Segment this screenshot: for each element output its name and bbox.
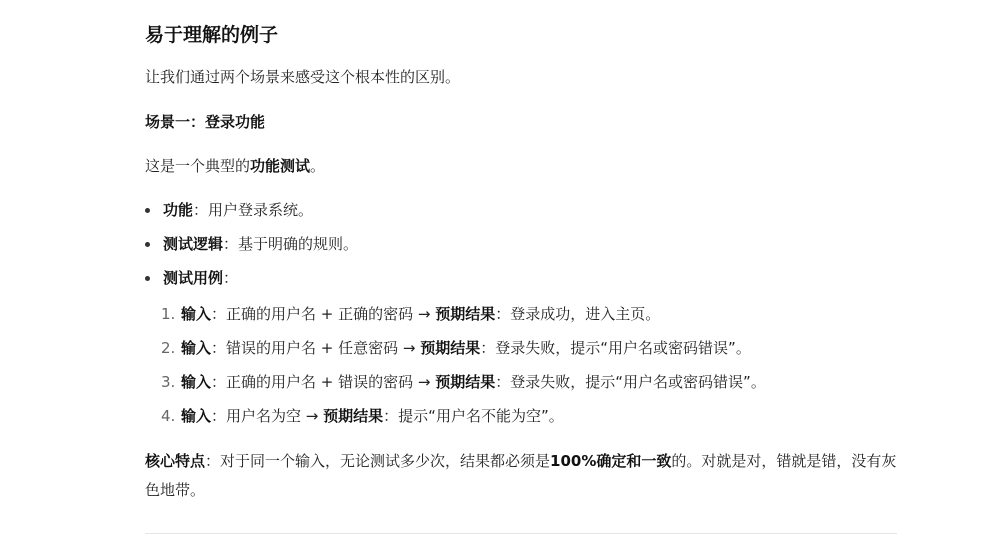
summary-sep: ： bbox=[205, 452, 221, 470]
sep: ： bbox=[211, 339, 227, 357]
input-label: 输入 bbox=[181, 305, 212, 323]
list-number: 2. bbox=[161, 339, 176, 357]
bullet-text bbox=[163, 266, 238, 290]
bullet-sep: ： bbox=[223, 235, 239, 253]
list-item bbox=[161, 370, 766, 394]
input-label: 输入 bbox=[181, 373, 212, 391]
list-item bbox=[161, 302, 660, 326]
desc-bold: 功能测试 bbox=[250, 157, 311, 175]
sep: ： bbox=[211, 373, 227, 391]
input-value: 正确的用户名 + 错误的密码 → bbox=[226, 373, 436, 391]
bullet-value: 用户登录系统。 bbox=[208, 201, 314, 219]
summary-paragraph bbox=[145, 447, 897, 505]
bullet-sep: ： bbox=[223, 269, 239, 287]
divider bbox=[145, 533, 897, 534]
scenario-description bbox=[145, 152, 325, 180]
expect-value: 登录失败，提示“用户名或密码错误”。 bbox=[510, 373, 766, 391]
expect-value: 提示“用户名不能为空”。 bbox=[398, 407, 564, 425]
expect-value: 登录成功，进入主页。 bbox=[510, 305, 661, 323]
summary-bold: 100%确定和一致 bbox=[550, 452, 672, 470]
desc-suffix: 。 bbox=[310, 157, 326, 175]
expect-label: 预期结果 bbox=[435, 305, 496, 323]
list-item bbox=[161, 336, 751, 360]
expect-label: 预期结果 bbox=[435, 373, 496, 391]
expect-label: 预期结果 bbox=[323, 407, 384, 425]
bullet-sep: ： bbox=[193, 201, 209, 219]
sep: ： bbox=[495, 305, 511, 323]
input-label: 输入 bbox=[181, 407, 212, 425]
list-number: 3. bbox=[161, 373, 176, 391]
intro-paragraph: 让我们通过两个场景来感受这个根本性的区别。 bbox=[145, 68, 461, 86]
scenario-title bbox=[145, 108, 265, 136]
input-label: 输入 bbox=[181, 339, 212, 357]
bullet-dot-icon bbox=[145, 276, 150, 281]
bullet-text bbox=[163, 198, 313, 222]
bullet-label: 测试逻辑 bbox=[163, 235, 224, 253]
sep: ： bbox=[495, 373, 511, 391]
sep: ： bbox=[211, 305, 227, 323]
bullet-label: 测试用例 bbox=[163, 269, 224, 287]
summary-text-2: 的。对就是对，错就是错，没有灰色地带。 bbox=[145, 452, 897, 499]
list-item bbox=[161, 404, 564, 428]
expect-label: 预期结果 bbox=[420, 339, 481, 357]
bullet-value: 基于明确的规则。 bbox=[238, 235, 359, 253]
desc-prefix: 这是一个典型的 bbox=[145, 157, 251, 175]
bullet-dot-icon bbox=[145, 208, 150, 213]
bullet-dot-icon bbox=[145, 242, 150, 247]
summary-text-1: 对于同一个输入，无论测试多少次，结果都必须是 bbox=[220, 452, 551, 470]
summary-label: 核心特点 bbox=[145, 452, 206, 470]
scenario-title-text: 场景一：登录功能 bbox=[145, 113, 266, 131]
input-value: 正确的用户名 + 正确的密码 → bbox=[226, 305, 436, 323]
sep: ： bbox=[211, 407, 227, 425]
input-value: 错误的用户名 + 任意密码 → bbox=[226, 339, 421, 357]
bullet-label: 功能 bbox=[163, 201, 194, 219]
expect-value: 登录失败，提示“用户名或密码错误”。 bbox=[495, 339, 751, 357]
sep: ： bbox=[480, 339, 496, 357]
list-number: 4. bbox=[161, 407, 176, 425]
section-heading: 易于理解的例子 bbox=[145, 24, 279, 46]
sep: ： bbox=[383, 407, 399, 425]
list-number: 1. bbox=[161, 305, 176, 323]
input-value: 用户名为空 → bbox=[226, 407, 324, 425]
bullet-text bbox=[163, 232, 358, 256]
